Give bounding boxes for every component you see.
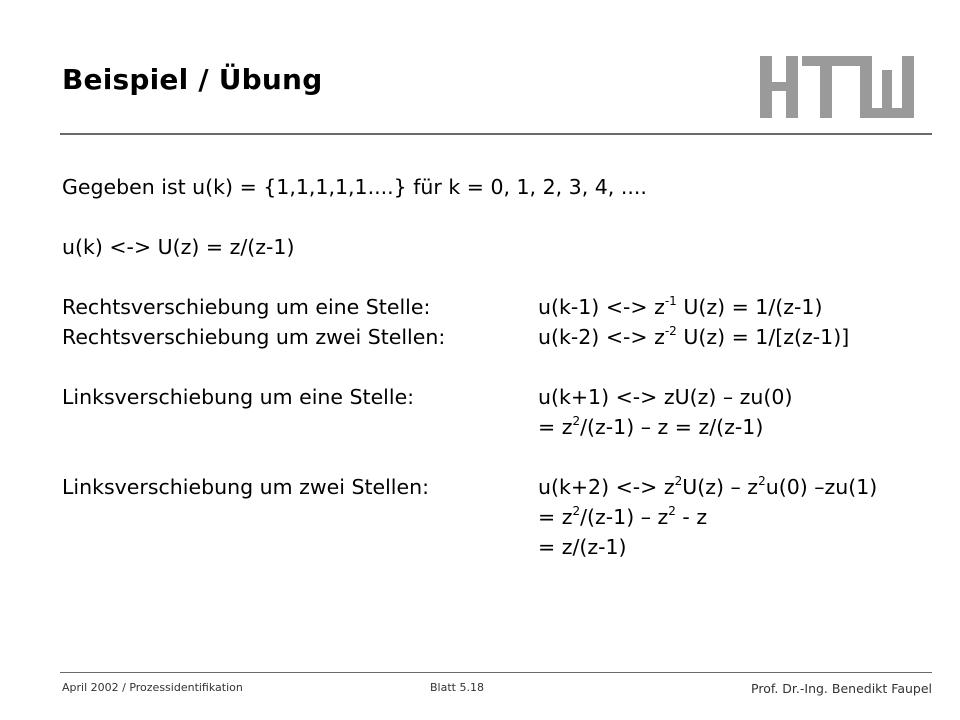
shift-left-1-result: = $z^2/(z-1) - z = z/(z-1)$	[538, 414, 764, 439]
shift-left-1-label: Linksverschiebung um eine Stelle:	[62, 385, 415, 409]
shift-left-2-result-line	[62, 532, 940, 562]
shift-left-2-result: = z/(z-1)	[538, 535, 627, 559]
shift-right-2-equation: u(k-2) <-> $z^{-2}$ U(z) = 1/[z(z-1)]	[538, 324, 850, 349]
transform-line: u(k) <-> U(z) = z/(z-1)	[62, 235, 295, 259]
slide-title: Beispiel / Übung	[62, 63, 323, 96]
htw-logo-graphic	[760, 50, 928, 120]
shift-left-2-label: Linksverschiebung um zwei Stellen:	[62, 475, 430, 499]
htw-logo	[760, 50, 928, 120]
footer-course: April 2002 / Prozessidentifikation	[62, 681, 243, 694]
shift-left-2-equation: u(k+2) <-> $z^2U(z) - z^2u(0)$ –zu(1)	[538, 474, 878, 499]
shift-left-1-result-line	[62, 412, 940, 442]
shift-left-2-step: = $z^2/(z-1) - z^2$ - z	[538, 504, 708, 529]
footer-author: Prof. Dr.-Ing. Benedikt Faupel	[751, 681, 932, 696]
shift-left-1-line	[62, 382, 940, 412]
shift-right-1-line	[62, 292, 940, 322]
shift-left-2-step-line	[62, 502, 940, 532]
shift-left-1-equation: u(k+1) <-> zU(z) – zu(0)	[538, 385, 793, 409]
given-line: Gegeben ist u(k) = {1,1,1,1,1....} für k = 0, 1, 2, 3, 4, ....	[62, 175, 647, 199]
shift-right-1-equation: u(k-1) <-> $z^{-1}$ U(z) = 1/(z-1)	[538, 294, 823, 319]
shift-right-2-line	[62, 322, 940, 352]
shift-right-1-label: Rechtsverschiebung um eine Stelle:	[62, 295, 431, 319]
shift-right-2-label: Rechtsverschiebung um zwei Stellen:	[62, 325, 446, 349]
footer-page-number: Blatt 5.18	[430, 681, 484, 694]
footer-divider	[60, 672, 932, 673]
header-divider	[60, 133, 932, 135]
shift-left-2-line	[62, 472, 940, 502]
slide-body	[62, 172, 940, 562]
